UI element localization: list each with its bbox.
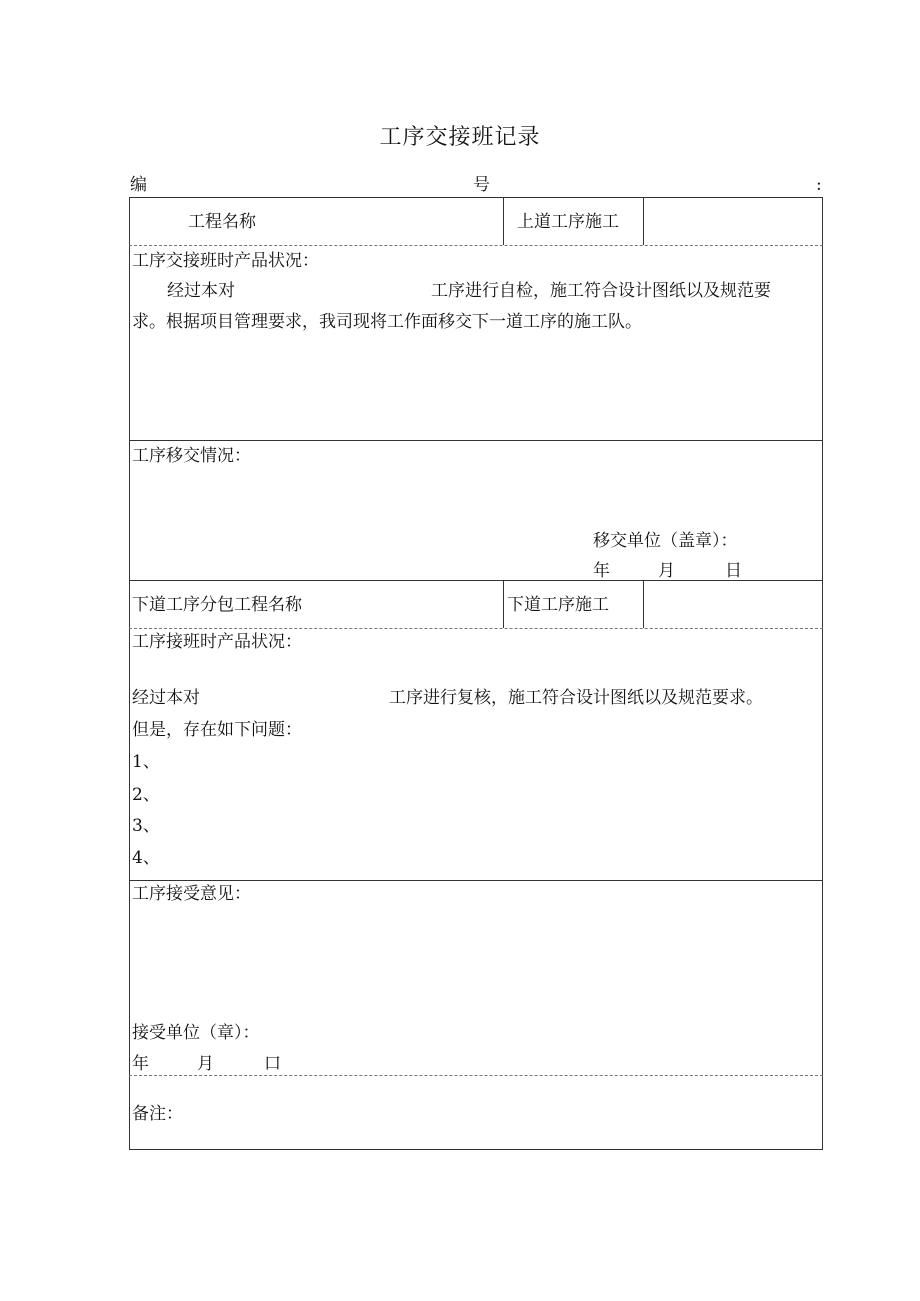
handover-status-heading: 工序交接班时产品状况： [132, 251, 319, 271]
sub-project-label: 下道工序分包工程名称 [132, 595, 302, 615]
row-divider [129, 628, 823, 629]
accept-year-label: 年 [132, 1054, 149, 1074]
next-process-value-cell[interactable] [648, 584, 818, 624]
column-divider [503, 580, 504, 628]
accept-day-label: 口 [264, 1054, 281, 1074]
prev-process-value-cell[interactable] [648, 201, 818, 241]
row-divider [129, 880, 823, 881]
remarks-label: 备注： [132, 1104, 183, 1124]
column-divider [643, 197, 644, 245]
table-top-border [129, 197, 823, 198]
serial-colon: : [816, 175, 822, 195]
serial-label-char1: 编 [130, 175, 147, 195]
handover-line1-start: 经过本对 [167, 281, 235, 301]
table-bottom-border [129, 1149, 823, 1150]
transfer-month-label: 月 [658, 561, 675, 581]
accept-heading: 工序接受意见： [132, 884, 251, 904]
page-title: 工序交接班记录 [379, 125, 541, 150]
transfer-year-label: 年 [593, 561, 610, 581]
issue-item-1: 1、 [132, 752, 160, 772]
transfer-day-label: 日 [725, 561, 742, 581]
accept-unit-label: 接受单位（章）： [132, 1023, 260, 1043]
issue-item-4: 4、 [132, 848, 160, 868]
receive-status-heading: 工序接班时产品状况： [132, 632, 302, 652]
transfer-heading: 工序移交情况： [132, 446, 251, 466]
transfer-unit-label: 移交单位（盖章）： [593, 531, 738, 551]
serial-label-char2: 号 [473, 175, 490, 195]
row-divider [129, 440, 823, 441]
issue-item-3: 3、 [132, 816, 160, 836]
row-divider [129, 1075, 823, 1076]
handover-line2: 求。根据项目管理要求，我司现将工作面移交下一道工序的施工队。 [132, 312, 642, 332]
row-divider [129, 580, 823, 581]
accept-month-label: 月 [197, 1054, 214, 1074]
handover-line1-end: 工序进行自检，施工符合设计图纸以及规范要 [431, 281, 771, 301]
table-left-border [129, 197, 130, 1149]
receive-line1-start: 经过本对 [132, 688, 200, 708]
project-name-label: 工程名称 [188, 212, 256, 232]
table-right-border [822, 197, 823, 1149]
column-divider [643, 580, 644, 628]
row-divider [129, 245, 823, 246]
receive-line1-end: 工序进行复核，施工符合设计图纸以及规范要求。 [389, 688, 763, 708]
prev-process-label: 上道工序施工 [517, 212, 619, 232]
issue-item-2: 2、 [132, 785, 160, 805]
receive-line2: 但是，存在如下问题： [132, 720, 302, 740]
next-process-label: 下道工序施工 [507, 595, 609, 615]
column-divider [503, 197, 504, 245]
